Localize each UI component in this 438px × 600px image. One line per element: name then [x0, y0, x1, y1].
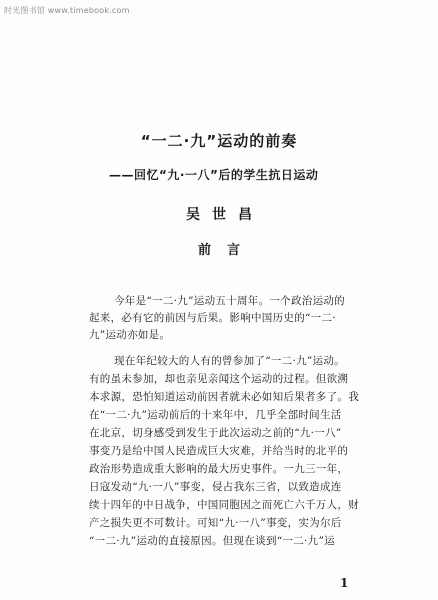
body-line: 九”运动亦如是。 [89, 329, 171, 341]
body-line: 续十四年的中日战争，中国同胞因之而死亡六千万人，财 [89, 499, 359, 511]
body-line: 今年是“一二·九”运动五十周年。一个政治运动的 [114, 295, 345, 307]
page-subtitle: ——回忆“九·一八”后的学生抗日运动 [109, 168, 319, 182]
body-line: 在北京，切身感受到发生于此次运动之前的“九·一八” [89, 427, 342, 439]
body-line: 起来，必有它的前因与后果。影响中国历史的“一二· [89, 312, 336, 324]
page-number: 1 [340, 576, 349, 590]
body-line: 政治形势造成重大影响的最大历史事件。一九三一年， [89, 463, 349, 475]
page-title: “一二·九”运动的前奏 [140, 132, 298, 150]
body-line: “一二·九”运动的直接原因。但现在谈到“一二·九”运 [89, 535, 335, 547]
body-line: 在“一二·九”运动前后的十来年中，几乎全部时间生活 [89, 409, 342, 421]
body-line: 本求源，恐怕知道运动前因者就未必如知后果者多了。我 [89, 391, 359, 403]
watermark: 时光图书馆 www.timebook.com [4, 6, 130, 15]
body-line: 有的虽未参加，却也亲见亲闻这个运动的过程。但欲溯 [89, 373, 349, 385]
body-line: 事变乃是给中国人民造成巨大灾难，并给当时的北平的 [89, 445, 349, 457]
body-line: 现在年纪较大的人有的曾参加了“一二·九”运动。 [114, 355, 345, 367]
section-heading: 前言 [197, 243, 256, 258]
body-line: 日寇发动“九·一八”事变，侵占我东三省，以致造成连 [89, 481, 342, 493]
author-name: 吴世昌 [186, 207, 264, 223]
body-line: 产之损失更不可数计。可知“九·一八”事变，实为尔后 [89, 517, 342, 529]
